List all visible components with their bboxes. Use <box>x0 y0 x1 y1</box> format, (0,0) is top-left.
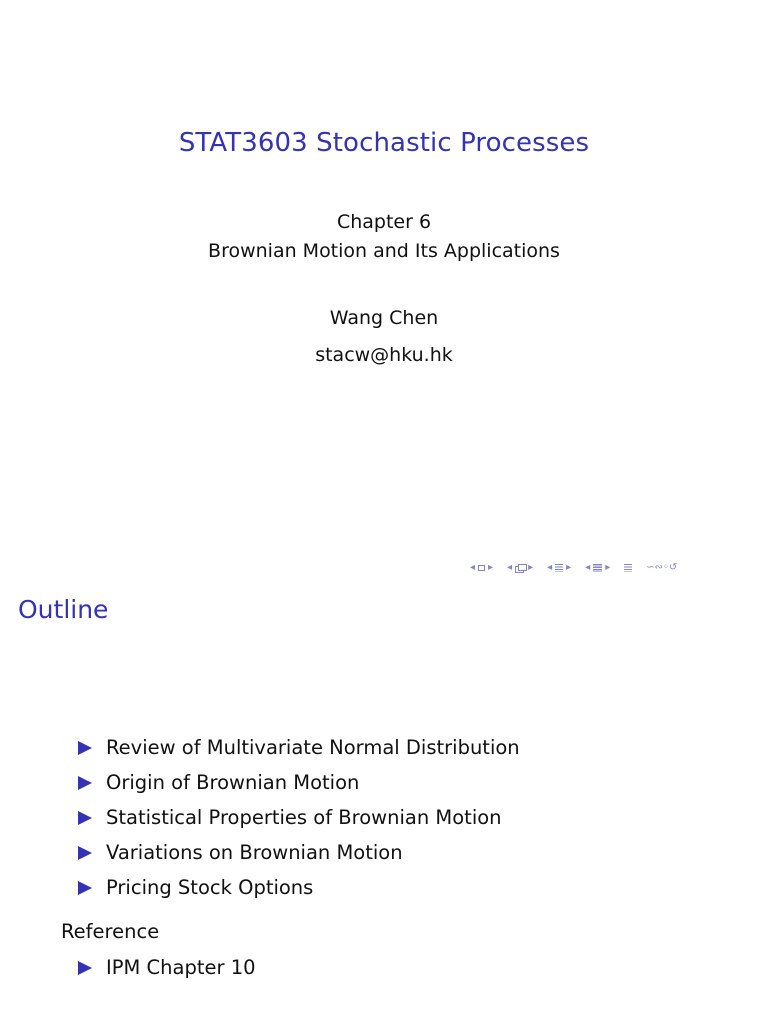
subsection-icon <box>515 564 525 572</box>
bullet-triangle-icon <box>78 846 92 860</box>
outline-list <box>78 730 520 905</box>
outline-icon[interactable] <box>624 564 632 572</box>
left-arrow-icon[interactable]: ◂ <box>585 562 591 573</box>
section-nav[interactable] <box>547 563 571 573</box>
chapter-label: Chapter 6 <box>336 211 432 233</box>
list-item <box>78 765 520 800</box>
list-item <box>78 870 520 905</box>
outline-title: Outline <box>18 595 109 624</box>
presentation-title: STAT3603 Stochastic Processes <box>178 128 590 158</box>
list-item <box>78 950 256 985</box>
left-arrow-icon[interactable]: ◂ <box>507 562 513 573</box>
chapter-subtitle: Brownian Motion and Its Applications <box>208 240 560 262</box>
bullet-triangle-icon <box>78 741 92 755</box>
section-icon <box>555 564 563 572</box>
right-arrow-icon[interactable]: ▸ <box>566 562 572 573</box>
bullet-triangle-icon <box>78 811 92 825</box>
author-email: stacw@hku.hk <box>315 344 453 366</box>
list-item-text: Pricing Stock Options <box>106 876 314 899</box>
part-icon <box>593 564 602 572</box>
part-nav[interactable] <box>585 563 610 573</box>
left-arrow-icon[interactable]: ◂ <box>470 562 476 573</box>
author-name: Wang Chen <box>329 307 439 329</box>
outline-nav[interactable] <box>624 564 632 572</box>
bullet-triangle-icon <box>78 881 92 895</box>
list-item-text: Review of Multivariate Normal Distribution <box>106 736 520 759</box>
reference-list <box>78 950 256 985</box>
frame-icon <box>478 565 485 571</box>
list-item-text: Variations on Brownian Motion <box>106 841 403 864</box>
bullet-triangle-icon <box>78 776 92 790</box>
search-nav[interactable] <box>646 563 677 573</box>
search-back-forward-icon[interactable]: ∽∾◦↺ <box>646 562 678 573</box>
list-item <box>78 800 520 835</box>
subsection-nav[interactable] <box>507 563 533 573</box>
bullet-triangle-icon <box>78 961 92 975</box>
list-item-text: Origin of Brownian Motion <box>106 771 360 794</box>
frame-nav[interactable] <box>470 563 493 573</box>
right-arrow-icon[interactable]: ▸ <box>488 562 494 573</box>
left-arrow-icon[interactable]: ◂ <box>547 562 553 573</box>
list-item-text: Statistical Properties of Brownian Motion <box>106 806 502 829</box>
list-item <box>78 835 520 870</box>
reference-label: Reference <box>61 920 160 943</box>
beamer-navigation-bar <box>470 560 677 576</box>
outline-slide <box>0 585 768 1024</box>
right-arrow-icon[interactable]: ▸ <box>605 562 611 573</box>
reference-text: IPM Chapter 10 <box>106 956 256 979</box>
list-item <box>78 730 520 765</box>
right-arrow-icon[interactable]: ▸ <box>528 562 534 573</box>
